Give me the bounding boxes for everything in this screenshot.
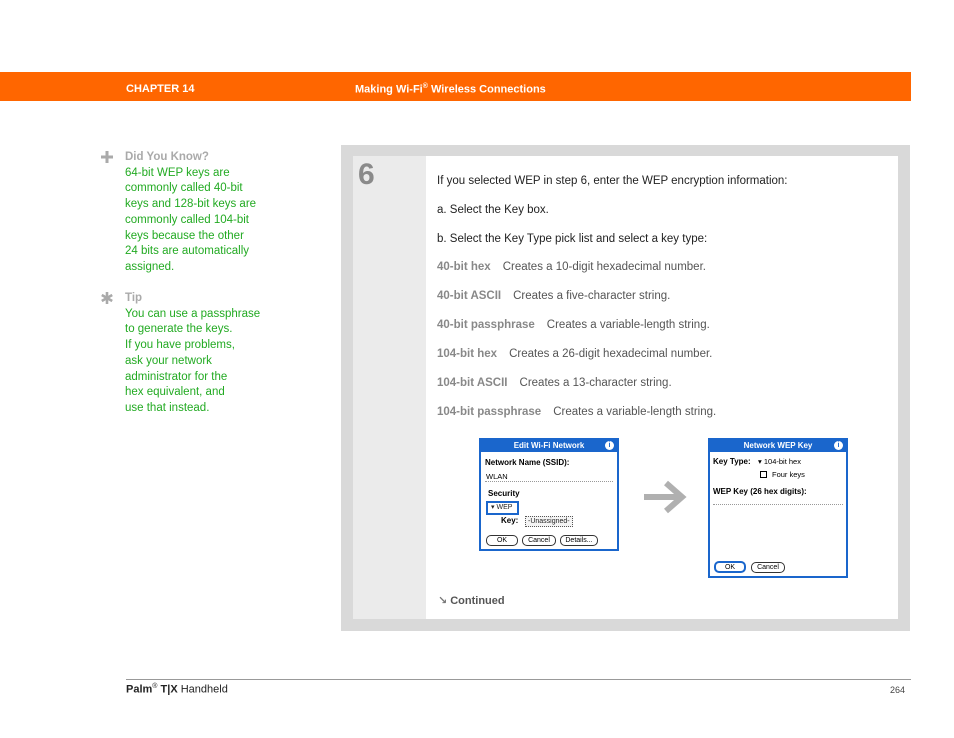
four-keys-label: Four keys — [772, 470, 805, 479]
key-type-row: 104-bit hex Creates a 26-digit hexadecimal number. — [437, 348, 713, 360]
cancel-button: Cancel — [522, 535, 556, 546]
wep-key-titlebar: Network WEP Key i — [710, 440, 846, 452]
chapter-title: Making Wi-Fi® Wireless Connections — [355, 83, 546, 96]
ok-button: OK — [714, 561, 746, 573]
step-sub-a: a. Select the Key box. — [437, 204, 549, 216]
key-type-picker: ▾ 104-bit hex — [758, 457, 801, 466]
key-label: Key: — [501, 516, 519, 525]
key-type-label: Key Type: — [713, 457, 751, 466]
network-name-value: WLAN — [486, 472, 508, 481]
network-wep-key-screenshot — [708, 438, 848, 578]
ok-button: OK — [486, 535, 518, 546]
dropdown-triangle-icon: ▾ — [491, 504, 497, 511]
continued-link[interactable]: ↘ Continued — [438, 595, 505, 607]
security-label: Security — [488, 489, 520, 498]
step-number: 6 — [358, 158, 375, 191]
tip-text: You can use a passphrase to generate the keys. If you have problems, ask your network administrator for the hex equivalent, and use that instead. — [125, 307, 261, 414]
key-type-row: 104-bit passphrase Creates a variable-length string. — [437, 406, 717, 418]
right-arrow-icon — [640, 478, 690, 516]
key-field: -Unassigned- — [525, 516, 573, 527]
info-icon: i — [605, 441, 614, 450]
tip-heading: Tip — [125, 292, 143, 304]
network-name-line — [485, 481, 613, 482]
page-number: 264 — [890, 685, 906, 695]
step-number-column — [353, 156, 426, 619]
edit-wifi-titlebar: Edit Wi-Fi Network i — [481, 440, 617, 452]
step-sub-b: b. Select the Key Type pick list and select a key type: — [437, 233, 708, 245]
chapter-label: CHAPTER 14 — [126, 83, 195, 95]
four-keys-checkbox — [760, 471, 767, 478]
down-right-arrow-icon: ↘ — [438, 595, 448, 607]
did-you-know-heading: Did You Know? — [125, 151, 209, 163]
wep-key-label: WEP Key (26 hex digits): — [713, 487, 807, 496]
dropdown-triangle-icon: ▾ — [758, 457, 764, 466]
key-type-row: 40-bit hex Creates a 10-digit hexadecimal number. — [437, 261, 706, 273]
cancel-button: Cancel — [751, 562, 785, 573]
did-you-know-text: 64-bit WEP keys are commonly called 40-bit keys and 128-bit keys are commonly called 104-bit keys because the other 24 bits are automatically assigned. — [125, 166, 257, 273]
edit-wifi-network-screenshot — [479, 438, 619, 551]
network-name-label: Network Name (SSID): — [485, 458, 570, 467]
details-button: Details... — [560, 535, 598, 546]
security-picker: ▾ WEP — [486, 501, 519, 515]
asterisk-icon — [100, 291, 116, 307]
info-icon: i — [834, 441, 843, 450]
footer-rule — [126, 679, 911, 680]
key-type-row: 40-bit ASCII Creates a five-character string. — [437, 290, 671, 302]
plus-icon — [100, 150, 116, 166]
did-you-know-note — [100, 150, 290, 276]
key-type-row: 40-bit passphrase Creates a variable-length string. — [437, 319, 710, 331]
step-intro: If you selected WEP in step 6, enter the WEP encryption information: — [437, 175, 788, 187]
key-type-row: 104-bit ASCII Creates a 13-character string. — [437, 377, 672, 389]
tip-note — [100, 291, 290, 417]
wep-key-line — [713, 504, 843, 505]
footer-product-name: Palm® T|X Handheld — [126, 683, 228, 696]
